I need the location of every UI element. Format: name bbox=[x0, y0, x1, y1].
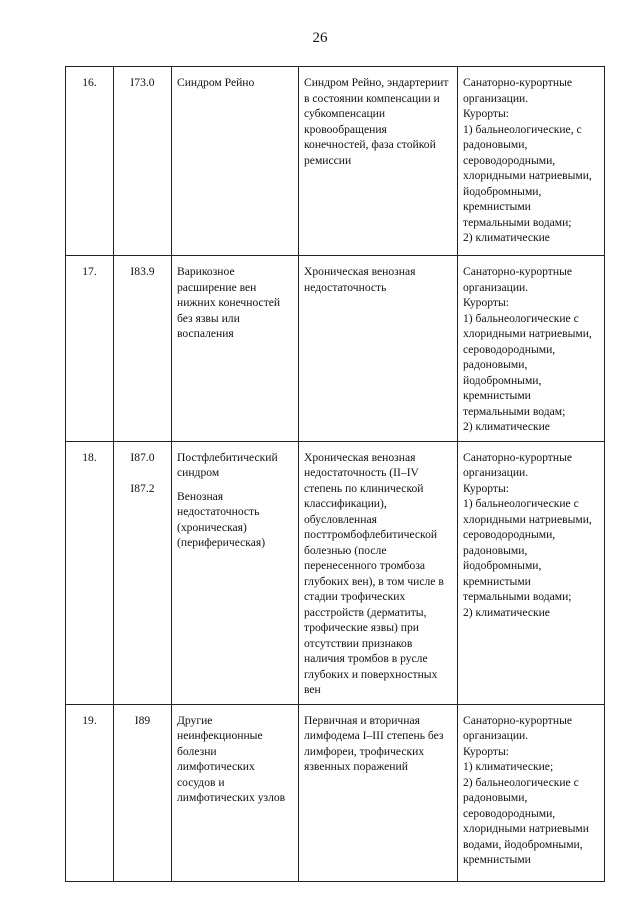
condition-cell: Первичная и вторичная лимфодема I–III степень без лимфореи, трофических язвенных поражений bbox=[299, 704, 458, 881]
disease-cell bbox=[172, 704, 299, 881]
icd-code: I73.0 bbox=[130, 76, 155, 89]
icd-code-cell bbox=[114, 441, 172, 704]
table-row bbox=[66, 441, 605, 704]
resort-line: Курорты: bbox=[463, 744, 509, 758]
resort-indications-table bbox=[65, 66, 605, 882]
disease-name: Синдром Рейно bbox=[177, 76, 255, 89]
icd-code: I87.0 bbox=[130, 450, 155, 464]
resort-line: Курорты: bbox=[463, 481, 509, 495]
resort-cell bbox=[458, 67, 605, 256]
row-number: 19. bbox=[66, 704, 114, 881]
resort-line: 1) климатические; bbox=[463, 760, 554, 773]
table-row bbox=[66, 67, 605, 256]
icd-code-cell bbox=[114, 256, 172, 442]
disease-cell bbox=[172, 256, 299, 442]
resort-line: 2) климатические bbox=[463, 420, 550, 433]
resort-line: 1) бальнеологические с хлоридными натриевыми, сероводородными, радоновыми, йодобромными, кремнистыми термальными водами; bbox=[463, 497, 592, 603]
row-number: 16. bbox=[66, 67, 114, 256]
disease-name: Постфлебитический синдром bbox=[177, 450, 278, 479]
resort-line: 2) бальнеологические с радоновыми, сероводородными, хлоридными натриевыми водами, йодобромными, кремнистыми bbox=[463, 775, 589, 866]
page-number: 26 bbox=[312, 30, 328, 46]
icd-code: I89 bbox=[134, 713, 151, 727]
icd-code: I87.2 bbox=[130, 482, 155, 495]
resort-cell bbox=[458, 704, 605, 881]
disease-name: Венозная недостаточность (хроническая) (периферическая) bbox=[177, 489, 266, 549]
resort-line: Санаторно-курортные организации. bbox=[463, 450, 573, 479]
resort-line: 1) бальнеологические, с радоновыми, сероводородными, хлоридными натриевыми, йодобромными, кремнистыми термальными водами; bbox=[463, 122, 592, 229]
condition-cell: Хроническая венозная недостаточность bbox=[299, 256, 458, 442]
icd-code-cell bbox=[114, 67, 172, 256]
condition-cell: Синдром Рейно, эндартериит в состоянии компенсации и субкомпенсации кровообращения конечностей, фаза стойкой ремиссии bbox=[299, 67, 458, 256]
row-number: 18. bbox=[66, 441, 114, 704]
spacer bbox=[177, 481, 293, 489]
disease-cell bbox=[172, 67, 299, 256]
icd-code-cell bbox=[114, 704, 172, 881]
resort-line: Санаторно-курортные организации. bbox=[463, 713, 573, 742]
condition-cell: Хроническая венозная недостаточность (II–IV степень по клинической классификации), обусловленная посттромбофлебитической болезнью (после перенесенного тромбоза глубоких вен), в том числе в стадии трофических расстройств (дерматиты, трофические язвы) при отсутствии признаков наличия тромбов в русле глубоких и поверхностных вен bbox=[299, 441, 458, 704]
table-row bbox=[66, 256, 605, 442]
spacer bbox=[119, 465, 166, 481]
resort-line: 1) бальнеологические с хлоридными натриевыми, сероводородными, радоновыми, йодобромными, кремнистыми термальными водам; bbox=[463, 311, 592, 418]
resort-line: Курорты: bbox=[463, 296, 509, 309]
disease-name: Варикозное расширение вен нижних конечностей без язвы или воспаления bbox=[177, 265, 281, 340]
row-number: 17. bbox=[66, 256, 114, 442]
resort-line: 2) климатические bbox=[463, 605, 550, 619]
table-row bbox=[66, 704, 605, 881]
resort-line: Санаторно-курортные организации. bbox=[463, 76, 573, 105]
disease-cell bbox=[172, 441, 299, 704]
resort-cell bbox=[458, 256, 605, 442]
resort-cell bbox=[458, 441, 605, 704]
resort-line: Курорты: bbox=[463, 107, 509, 120]
disease-name: Другие неинфекционные болезни лимфотических сосудов и лимфотических узлов bbox=[177, 713, 286, 804]
resort-line: Санаторно-курортные организации. bbox=[463, 265, 573, 294]
icd-code: I83.9 bbox=[130, 265, 155, 278]
resort-line: 2) климатические bbox=[463, 231, 550, 244]
